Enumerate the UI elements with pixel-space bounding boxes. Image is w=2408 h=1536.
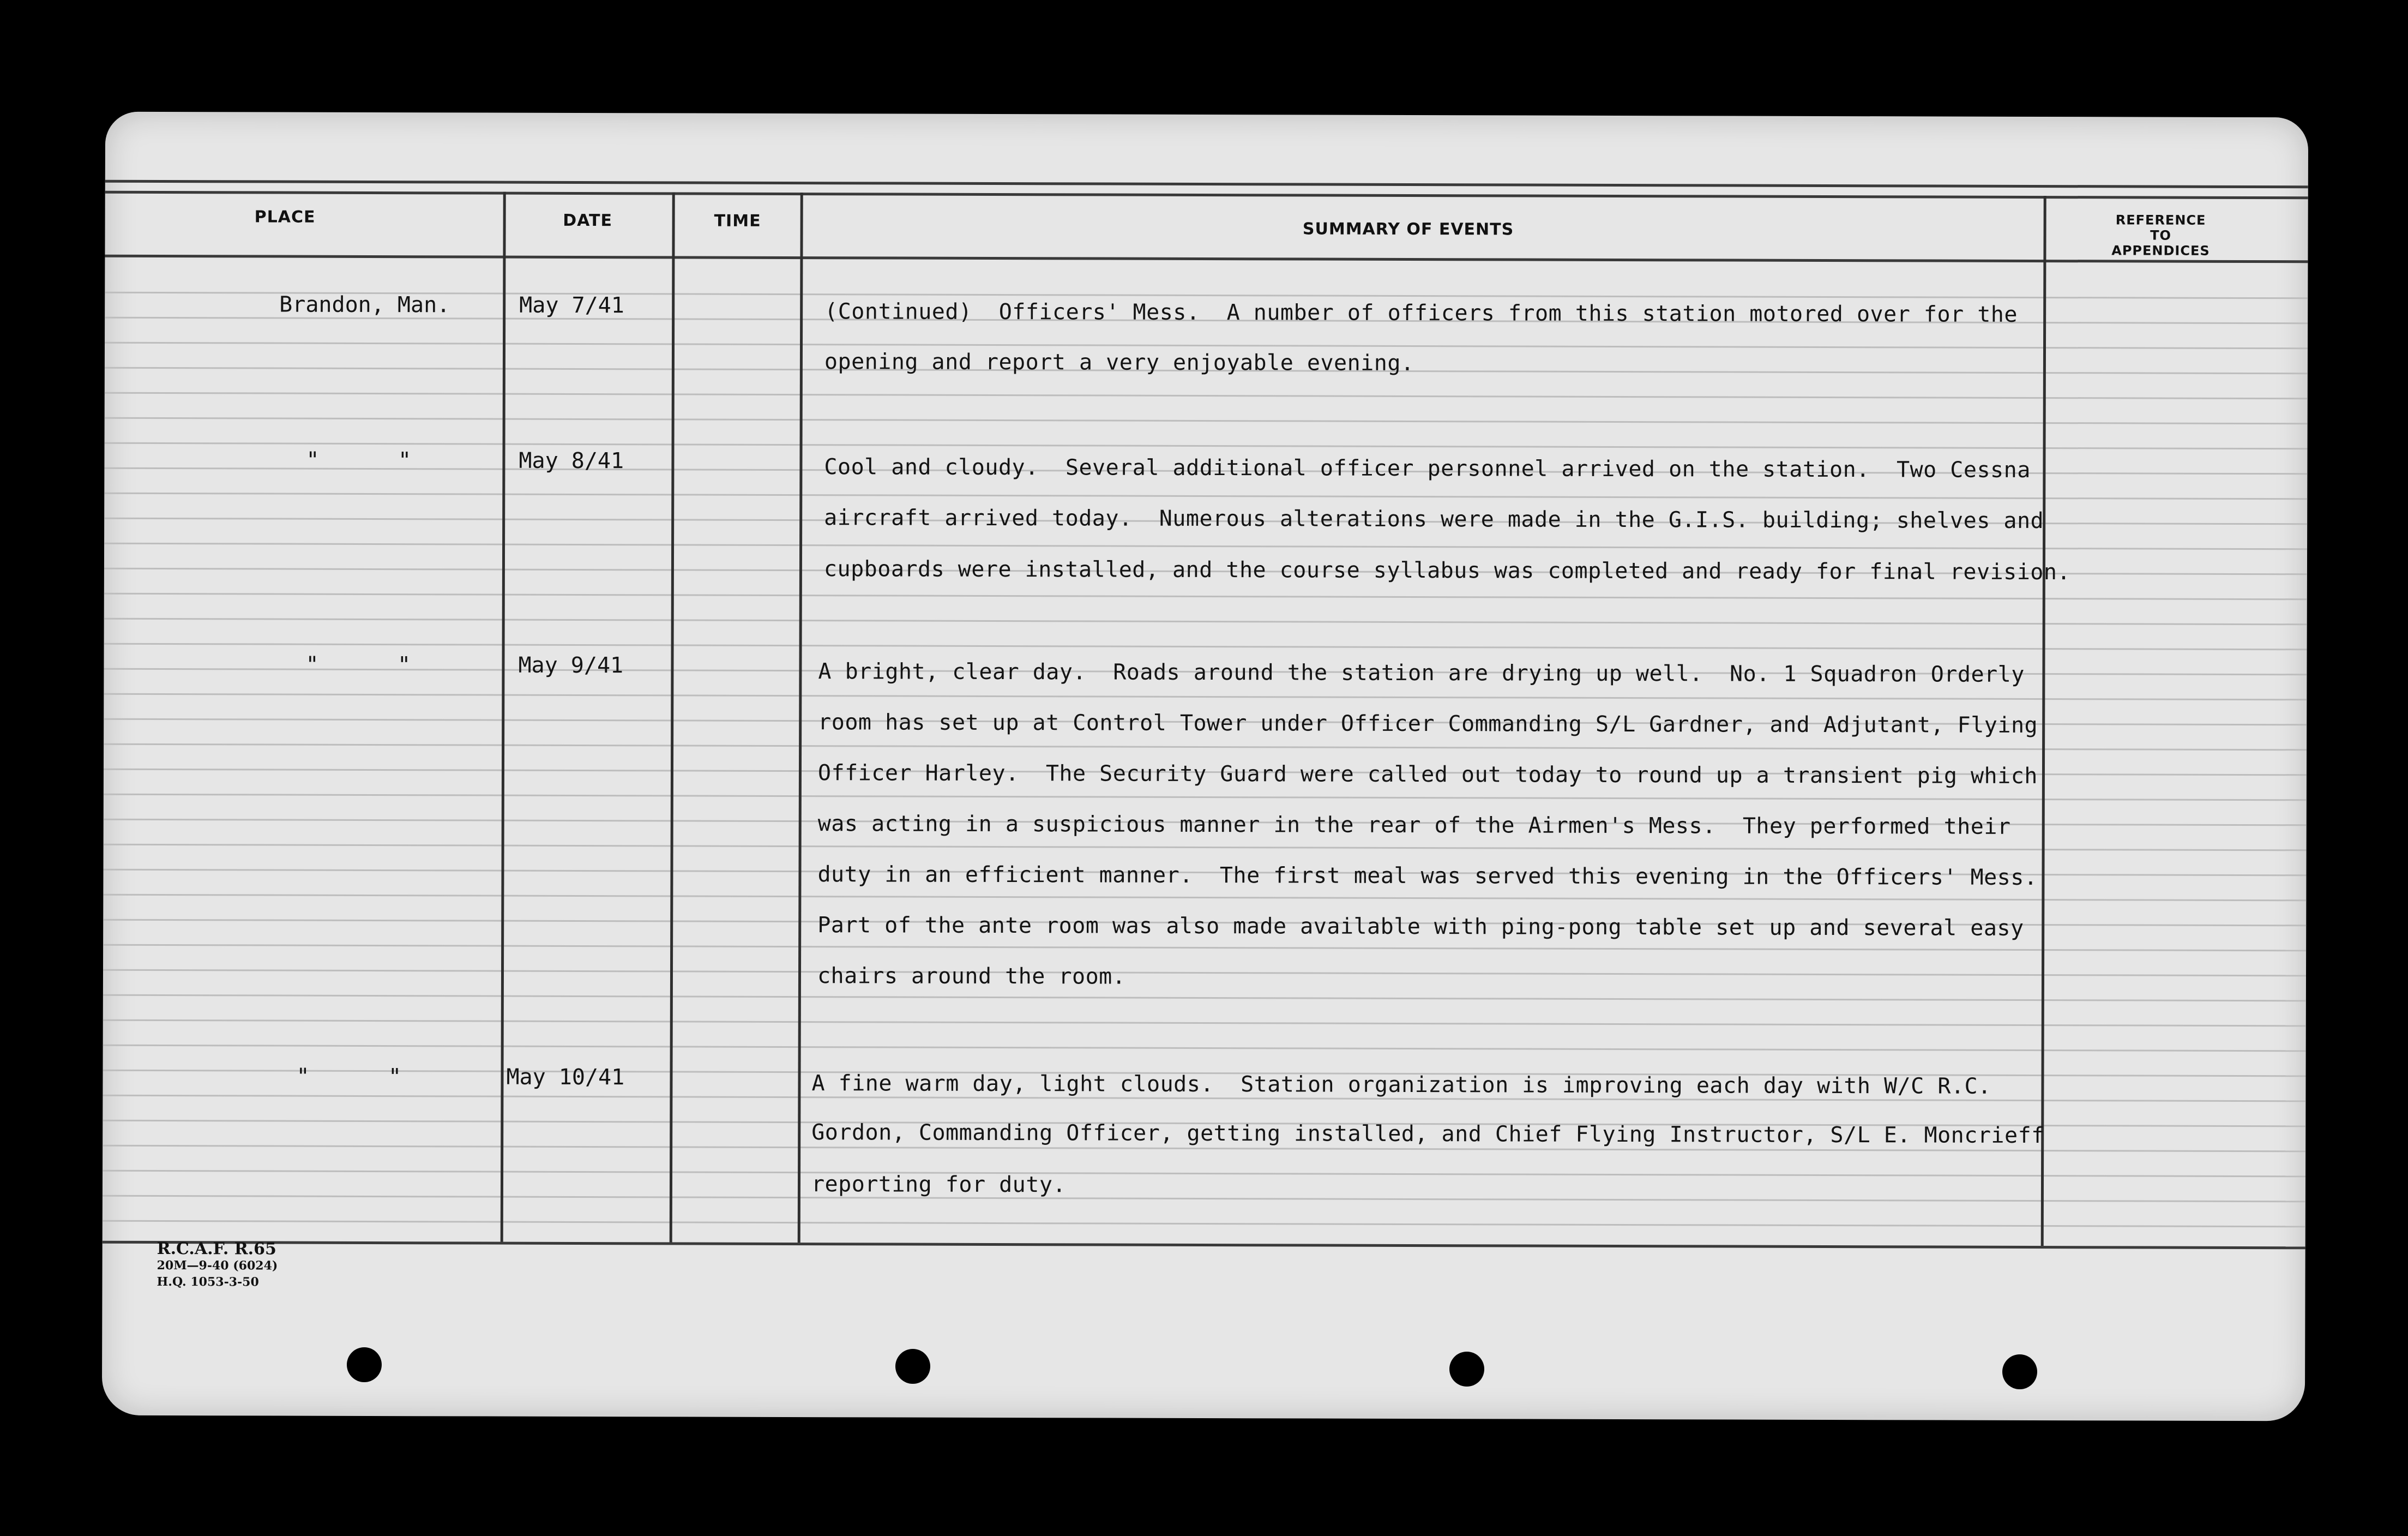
ruled-line bbox=[103, 944, 2306, 952]
form-code-line2: 20M—9-40 (6024) bbox=[156, 1258, 278, 1273]
entry-date: May 10/41 bbox=[506, 1064, 625, 1090]
entry-summary-line: cupboards were installed, and the course syllabus was completed and ready for final revision. bbox=[823, 556, 2071, 585]
punch-hole bbox=[895, 1349, 930, 1384]
punch-hole bbox=[1449, 1352, 1484, 1387]
reference-header-line3: APPENDICES bbox=[2111, 243, 2210, 259]
ruled-line bbox=[104, 693, 2307, 701]
bottom-rule bbox=[103, 1241, 2305, 1250]
ruled-line bbox=[105, 417, 2308, 425]
entry-summary-line: duty in an efficient manner. The first meal was served this evening in the Officers' Mess. bbox=[817, 862, 2038, 890]
ruled-line bbox=[103, 969, 2306, 977]
reference-header-line1: REFERENCE bbox=[2115, 212, 2206, 228]
entry-summary-line: Cool and cloudy. Several additional officer personnel arrived on the station. Two Cessna bbox=[824, 454, 2031, 483]
time-summary-divider bbox=[798, 193, 803, 1243]
date-header: DATE bbox=[563, 211, 613, 231]
entry-date: May 9/41 bbox=[518, 652, 624, 679]
entry-place: " " bbox=[296, 1064, 402, 1090]
ruled-line bbox=[105, 342, 2308, 350]
header-top-rule bbox=[105, 180, 2308, 189]
ruled-line bbox=[104, 493, 2307, 500]
ruled-line bbox=[104, 643, 2307, 651]
ruled-line bbox=[103, 1195, 2305, 1203]
entry-summary-line: opening and report a very enjoyable evening. bbox=[824, 349, 1414, 376]
header-bottom-rule bbox=[105, 255, 2308, 263]
ruled-line bbox=[103, 1170, 2305, 1178]
form-code bbox=[156, 1241, 278, 1291]
diary-form-card bbox=[102, 112, 2308, 1421]
ruled-line bbox=[104, 618, 2307, 626]
ruled-line bbox=[104, 844, 2307, 851]
entry-summary-line: Gordon, Commanding Officer, getting installed, and Chief Flying Instructor, S/L E. Moncrieff bbox=[811, 1120, 2045, 1149]
time-header: TIME bbox=[714, 211, 761, 231]
ruled-line bbox=[105, 442, 2308, 450]
ruled-line bbox=[104, 543, 2307, 550]
summary-reference-divider bbox=[2041, 196, 2046, 1246]
ruled-line bbox=[103, 1019, 2306, 1027]
entry-summary-line: room has set up at Control Tower under Officer Commanding S/L Gardner, and Adjutant, Flying bbox=[818, 710, 2038, 738]
entry-summary-line: chairs around the room. bbox=[817, 963, 1126, 989]
ruled-line bbox=[103, 1045, 2306, 1052]
punch-hole bbox=[347, 1347, 382, 1382]
reference-header bbox=[2079, 212, 2242, 259]
entry-summary-line: aircraft arrived today. Numerous alterations were made in the G.I.S. building; shelves and bbox=[824, 505, 2044, 534]
header-top-rule-2 bbox=[105, 191, 2308, 200]
place-date-divider bbox=[501, 192, 506, 1242]
form-code-line1: R.C.A.F. R.65 bbox=[156, 1239, 276, 1259]
entry-summary-line: was acting in a suspicious manner in the rear of the Airmen's Mess. They performed their bbox=[817, 811, 2011, 839]
ruled-line bbox=[103, 1220, 2305, 1228]
ruled-line bbox=[103, 894, 2306, 902]
ruled-line bbox=[104, 794, 2307, 801]
entry-place: " " bbox=[305, 652, 411, 678]
entry-place: Brandon, Man. bbox=[279, 292, 450, 318]
entry-date: May 8/41 bbox=[519, 448, 624, 474]
ruled-lines bbox=[105, 112, 2308, 118]
ruled-line bbox=[104, 743, 2307, 751]
ruled-line bbox=[105, 392, 2308, 400]
entry-date: May 7/41 bbox=[519, 292, 624, 319]
entry-summary-line: reporting for duty. bbox=[811, 1172, 1067, 1198]
form-code-line3: H.Q. 1053-3-50 bbox=[156, 1274, 259, 1289]
date-time-divider bbox=[670, 192, 675, 1242]
ruled-line bbox=[104, 593, 2307, 601]
place-header: PLACE bbox=[254, 207, 316, 227]
entry-summary-line: A bright, clear day. Roads around the station are drying up well. No. 1 Squadron Orderly bbox=[818, 659, 2025, 687]
punch-hole bbox=[2002, 1354, 2037, 1389]
entry-summary-line: A fine warm day, light clouds. Station organization is improving each day with W/C R.C. bbox=[811, 1071, 1991, 1099]
entry-summary-line: Part of the ante room was also made available with ping-pong table set up and several easy bbox=[817, 913, 2024, 941]
reference-header-line2: TO bbox=[2150, 227, 2171, 243]
entry-place: " " bbox=[306, 447, 412, 473]
entry-summary-line: Officer Harley. The Security Guard were called out today to round up a transient pig which bbox=[817, 760, 2038, 789]
entry-summary-line: (Continued) Officers' Mess. A number of officers from this station motored over for the bbox=[824, 299, 2018, 327]
summary-header: SUMMARY OF EVENTS bbox=[1302, 219, 1514, 239]
ruled-line bbox=[103, 994, 2306, 1002]
